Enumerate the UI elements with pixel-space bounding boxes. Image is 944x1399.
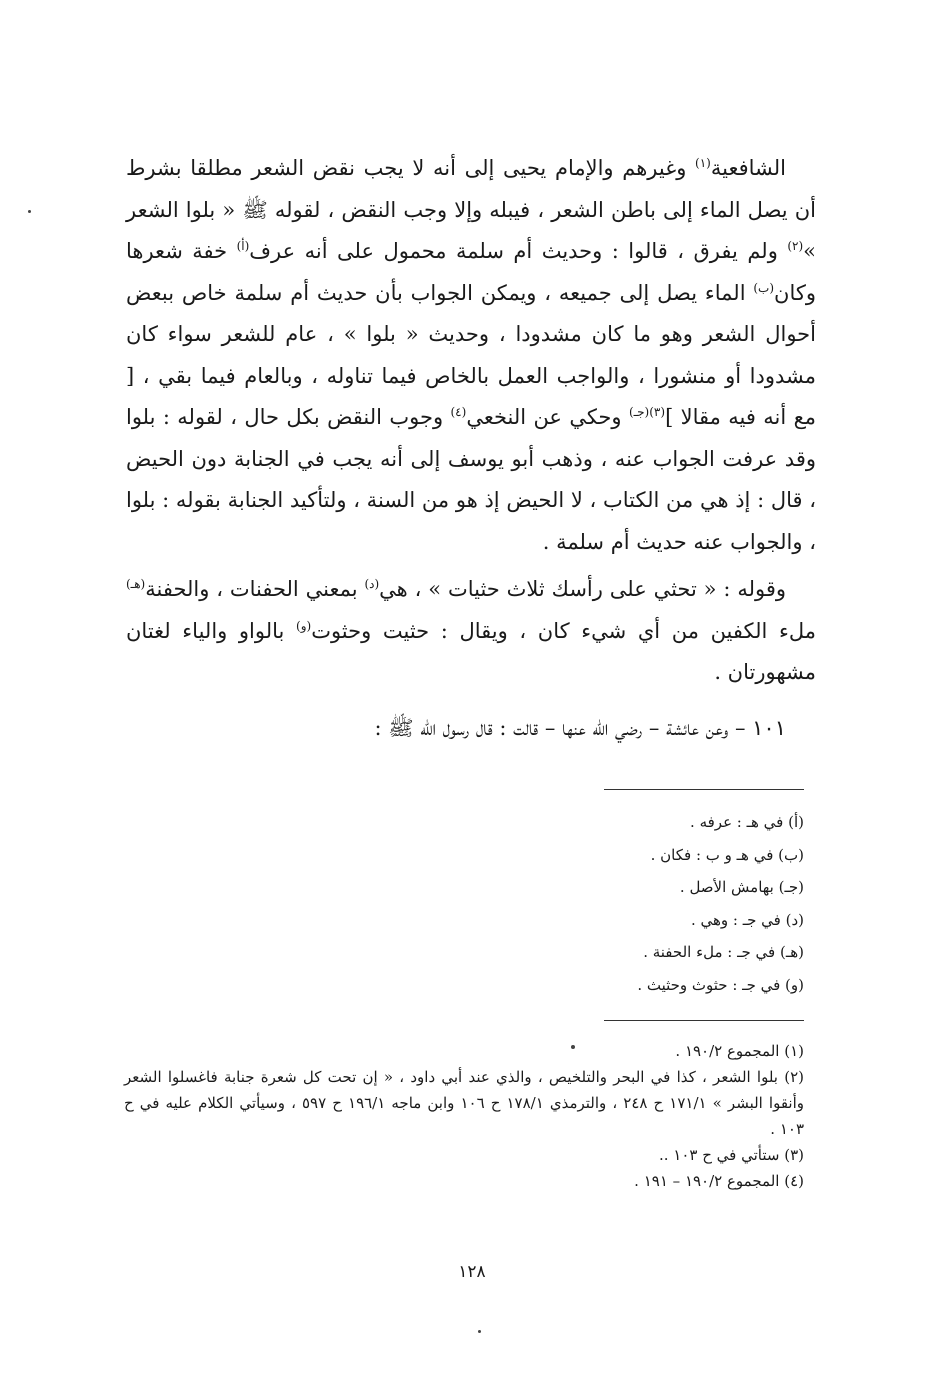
footnote-marker-1: (١): [695, 156, 711, 170]
footnote-separator: [604, 1020, 804, 1021]
text-run: وحكي عن النخعي: [466, 405, 629, 429]
variant-note: (و) في جـ : حثوث وحثيث .: [637, 975, 804, 994]
variant-marker-b: (ب): [753, 280, 775, 295]
footnote: (٣) ستأتي في ح ١٠٣ ..: [658, 1146, 804, 1164]
text-run: ولم يفرق ، قالوا : وحديث أم سلمة محمول على أنه عرف: [249, 239, 788, 263]
scan-speck: [28, 210, 31, 213]
variant-marker-d: (د): [364, 577, 380, 591]
footnote-marker-4: (٤): [450, 405, 467, 419]
paragraph-1: [126, 148, 816, 563]
variant-marker-h: (هـ): [126, 577, 146, 591]
footnote-marker-3: (٣)(جـ): [628, 405, 666, 419]
variant-marker-a: (أ): [236, 239, 250, 253]
text-run: بالواو والياء لغتان مشهورتان .: [126, 618, 816, 684]
text-run: الماء يصل إلى جميعه ، ويمكن الجواب بأن حديث أم سلمة خاص ببعض أحوال الشعر وهو ما كان مشدودا ، وحديث « بلوا » ، عام للشعر سواء كان مشدودا أو منشورا ، والواجب العمل بالخاص فيما تناوله ، وبالعام فيما بقي ، [ مع أنه فيه مقالا ]: [126, 280, 816, 429]
text-run: وقوله : « تحثي على رأسك ثلاث حثيات » ، هي: [379, 577, 786, 601]
variant-note: (ب) في هـ و ب : فكان .: [650, 845, 804, 864]
text-run: الشافعية: [710, 156, 786, 180]
page-number: ١٢٨: [458, 1262, 486, 1282]
footnote: (٢) بلوا الشعر ، كذا في البحر والتلخيص ، والذي عند أبي داود ، « إن تحت كل شعرة جنابة فاغسلوا الشعر وأنقوا البشر » ١٧١/١ ح ٢٤٨ ، والترمذي ١٧٨/١ ح ١٠٦ وابن ماجه ١٩٦/١ ح ٥٩٧ ، وسيأتي الكلام عليه في ح ١٠٣ .: [124, 1068, 805, 1138]
footnote-marker-2: (٢): [787, 239, 804, 253]
text-run: وجوب النقض بكل حال ، لقوله : بلوا وقد عرفت الجواب عنه ، وذهب أبو يوسف إلى أنه يجب في الجنابة دون الحيض ، قال : إذ هي من الكتاب ، لا الحيض إذ هو من السنة ، ولتأكيد الجنابة بقوله : بلوا ، والجواب عنه حديث أم سلمة .: [126, 405, 816, 554]
hadith-heading: ١٠١ – وعن عائشة – رضي الله عنها – قالت : قال رسول الله ﷺ :: [374, 715, 786, 740]
scan-speck: [478, 1330, 481, 1333]
variant-note: (أ) في هـ : عرفه .: [690, 813, 804, 831]
main-text: [126, 148, 816, 749]
paragraph-2: [126, 569, 816, 694]
text-run: ملء الكفين من أي شيء كان ، ويقال : حثيت وحثوت: [311, 618, 816, 643]
footnotes: [124, 1038, 804, 1194]
footnote: (١) المجموع ١٩٠/٢ .: [675, 1042, 804, 1060]
variant-note: (د) في جـ : وهي .: [690, 910, 804, 929]
footnote-separator: [604, 789, 804, 790]
variant-marker-w: (و): [296, 618, 312, 633]
variant-note: (هـ) في جـ : ملء الحفنة .: [643, 943, 804, 961]
text-run: بمعني الحفنات ، والحفنة: [145, 577, 365, 601]
footnote: (٤) المجموع ١٩٠/٢ – ١٩١ .: [634, 1172, 804, 1190]
scan-speck: [571, 1045, 575, 1049]
variant-note: (جـ) بهامش الأصل .: [679, 878, 804, 896]
variant-notes: [404, 806, 804, 1001]
text-run: وغيرهم والإمام يحيى إلى أنه لا يجب نقض الشعر مطلقا بشرط أن يصل الماء إلى باطن الشعر ، فيبله وإلا وجب النقض ، لقوله ﷺ « بلوا الشعر »: [126, 156, 816, 263]
text-run: خفة شعرها وكان: [126, 239, 816, 305]
